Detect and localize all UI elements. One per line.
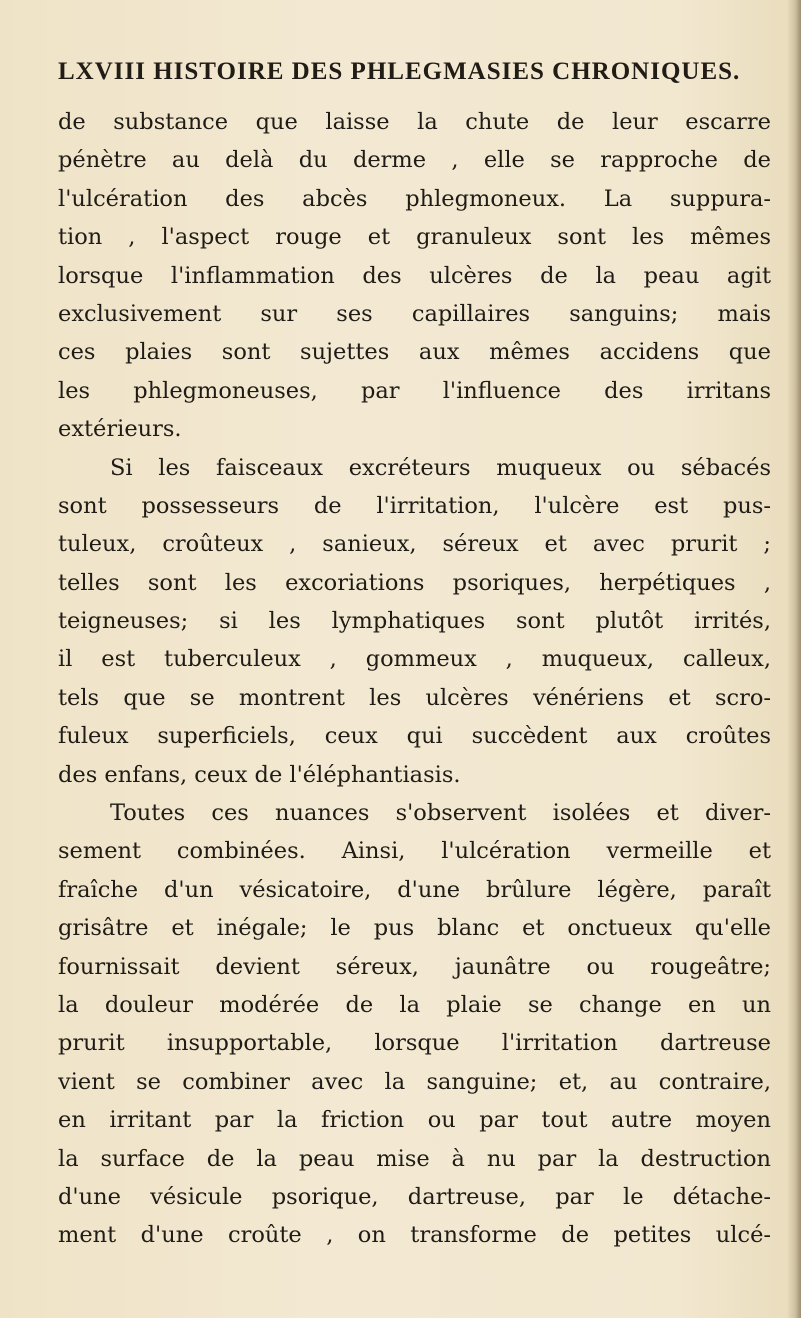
text-line: extérieurs. xyxy=(58,416,182,443)
text-line: en irritant par la friction ou par tout autre moyen xyxy=(58,1107,771,1134)
text-line: sont possesseurs de l'irritation, l'ulcère est pus- xyxy=(58,492,771,519)
body-text xyxy=(58,103,771,1255)
text-line: ment d'une croûte , on transforme de petites ulcé- xyxy=(58,1222,771,1249)
text-line: la surface de la peau mise à nu par la destruction xyxy=(58,1145,771,1172)
text-line: l'ulcération des abcès phlegmoneux. La suppura- xyxy=(58,185,771,212)
text-line: ces plaies sont sujettes aux mêmes accidens que xyxy=(58,339,771,366)
text-line: vient se combiner avec la sanguine; et, au contraire, xyxy=(58,1068,771,1095)
text-line: teigneuses; si les lymphatiques sont plutôt irrités, xyxy=(58,608,771,635)
text-line: prurit insupportable, lorsque l'irritation dartreuse xyxy=(58,1030,771,1057)
text-line: sement combinées. Ainsi, l'ulcération vermeille et xyxy=(58,838,771,865)
text-line: grisâtre et inégale; le pus blanc et onctueux qu'elle xyxy=(58,915,771,942)
text-line: fraîche d'un vésicatoire, d'une brûlure légère, paraît xyxy=(58,876,771,903)
text-line: d'une vésicule psorique, dartreuse, par le détache- xyxy=(58,1183,771,1210)
text-line: tion , l'aspect rouge et granuleux sont les mêmes xyxy=(58,224,771,251)
text-line: il est tuberculeux , gommeux , muqueux, calleux, xyxy=(58,646,771,673)
text-line: Toutes ces nuances s'observent isolées et diver- xyxy=(110,800,771,827)
text-line: pénètre au delà du derme , elle se rapproche de xyxy=(58,147,771,174)
text-line: tels que se montrent les ulcères vénériens et scro- xyxy=(58,684,771,711)
text-line: lorsque l'inflammation des ulcères de la peau agit xyxy=(58,262,771,289)
running-head: LXVIII HISTOIRE DES PHLEGMASIES CHRONIQUES. xyxy=(58,58,741,85)
text-line: Si les faisceaux excréteurs muqueux ou sébacés xyxy=(110,454,771,481)
text-line: fournissait devient séreux, jaunâtre ou rougeâtre; xyxy=(58,953,771,980)
text-line: la douleur modérée de la plaie se change en un xyxy=(58,991,771,1018)
text-line: telles sont les excoriations psoriques, herpétiques , xyxy=(58,569,771,596)
text-line: des enfans, ceux de l'éléphantiasis. xyxy=(58,761,461,788)
text-line: les phlegmoneuses, par l'influence des irritans xyxy=(58,377,771,404)
text-line: de substance que laisse la chute de leur escarre xyxy=(58,109,771,135)
text-line: tuleux, croûteux , sanieux, séreux et avec prurit ; xyxy=(58,531,771,558)
page-edge-shadow xyxy=(787,0,801,1318)
text-line: exclusivement sur ses capillaires sanguins; mais xyxy=(58,300,771,327)
text-line: fuleux superficiels, ceux qui succèdent aux croûtes xyxy=(58,723,771,750)
